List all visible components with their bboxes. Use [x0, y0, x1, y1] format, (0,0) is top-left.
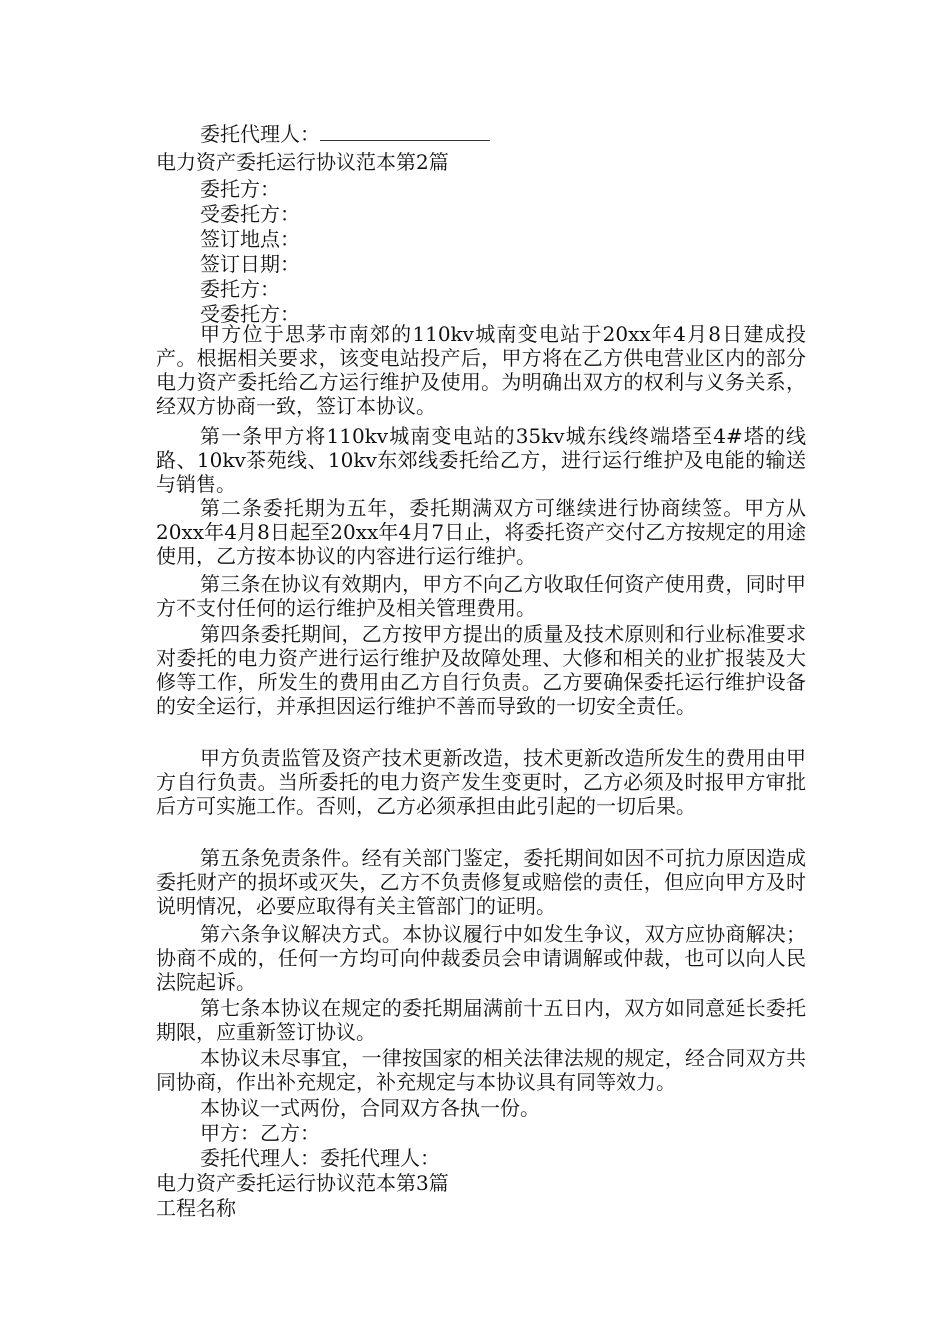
- paragraph-intro: 甲方位于思茅市南郊的110kv城南变电站于20xx年4月8日建成投产。根据相关要求，该变电站投产后，甲方将在乙方供电营业区内的部分电力资产委托给乙方运行维护及使用。为明确出双方的权利与义务关系，经双方协商一致，签订本协议。: [156, 322, 806, 418]
- field-sign-date: 签订日期：: [200, 252, 300, 276]
- paragraph-article-5: 第五条免责条件。经有关部门鉴定，委托期间如因不可抗力原因造成委托财产的损坏或灭失，乙方不负责修复或赔偿的责任，但应向甲方及时说明情况，必要应取得有关主管部门的证明。: [156, 846, 806, 918]
- project-name-label: 工程名称: [156, 1196, 236, 1220]
- agent-label-text: 委托代理人：: [200, 122, 320, 146]
- paragraph-article-7: 第七条本协议在规定的委托期届满前十五日内，双方如同意延长委托期限，应重新签订协议。: [156, 996, 806, 1044]
- paragraph-article-6: 第六条争议解决方式。本协议履行中如发生争议，双方应协商解决；协商不成的，任何一方均可向仲裁委员会申请调解或仲裁，也可以向人民法院起诉。: [156, 922, 806, 994]
- field-trustee: 受委托方：: [200, 202, 300, 226]
- sign-agents: 委托代理人：委托代理人：: [200, 1146, 440, 1170]
- sign-parties: 甲方：乙方：: [200, 1121, 320, 1145]
- field-trustee-2: 受委托方：: [200, 302, 300, 326]
- field-sign-place: 签订地点：: [200, 227, 300, 251]
- section-2-title: 电力资产委托运行协议范本第2篇: [156, 150, 449, 174]
- field-client-2: 委托方：: [200, 277, 280, 301]
- field-client: 委托方：: [200, 177, 280, 201]
- paragraph-copies: 本协议一式两份，合同双方各执一份。: [200, 1096, 540, 1120]
- section-3-title: 电力资产委托运行协议范本第3篇: [156, 1171, 449, 1195]
- agent-label-top: [200, 122, 490, 146]
- paragraph-article-3: 第三条在协议有效期内，甲方不向乙方收取任何资产使用费，同时甲方不支付任何的运行维护及相关管理费用。: [156, 572, 806, 620]
- paragraph-article-1: 第一条甲方将110kv城南变电站的35kv城东线终端塔至4#塔的线路、10kv茶苑线、10kv东郊线委托给乙方，进行运行维护及电能的输送与销售。: [156, 424, 806, 496]
- paragraph-supervision: 甲方负责监管及资产技术更新改造，技术更新改造所发生的费用由甲方自行负责。当所委托的电力资产发生变更时，乙方必须及时报甲方审批后方可实施工作。否则，乙方必须承担由此引起的一切后果。: [156, 746, 806, 818]
- paragraph-supplement: 本协议未尽事宜，一律按国家的相关法律法规的规定，经合同双方共同协商，作出补充规定，补充规定与本协议具有同等效力。: [156, 1046, 806, 1094]
- paragraph-article-4: 第四条委托期间，乙方按甲方提出的质量及技术原则和行业标准要求对委托的电力资产进行运行维护及故障处理、大修和相关的业扩报装及大修等工作，所发生的费用由乙方自行负责。乙方要确保委托运行维护设备的安全运行，并承担因运行维护不善而导致的一切安全责任。: [156, 622, 806, 718]
- paragraph-article-2: 第二条委托期为五年，委托期满双方可继续进行协商续签。甲方从20xx年4月8日起至20xx年4月7日止，将委托资产交付乙方按规定的用途使用，乙方按本协议的内容进行运行维护。: [156, 496, 806, 568]
- signature-blank: [320, 122, 490, 141]
